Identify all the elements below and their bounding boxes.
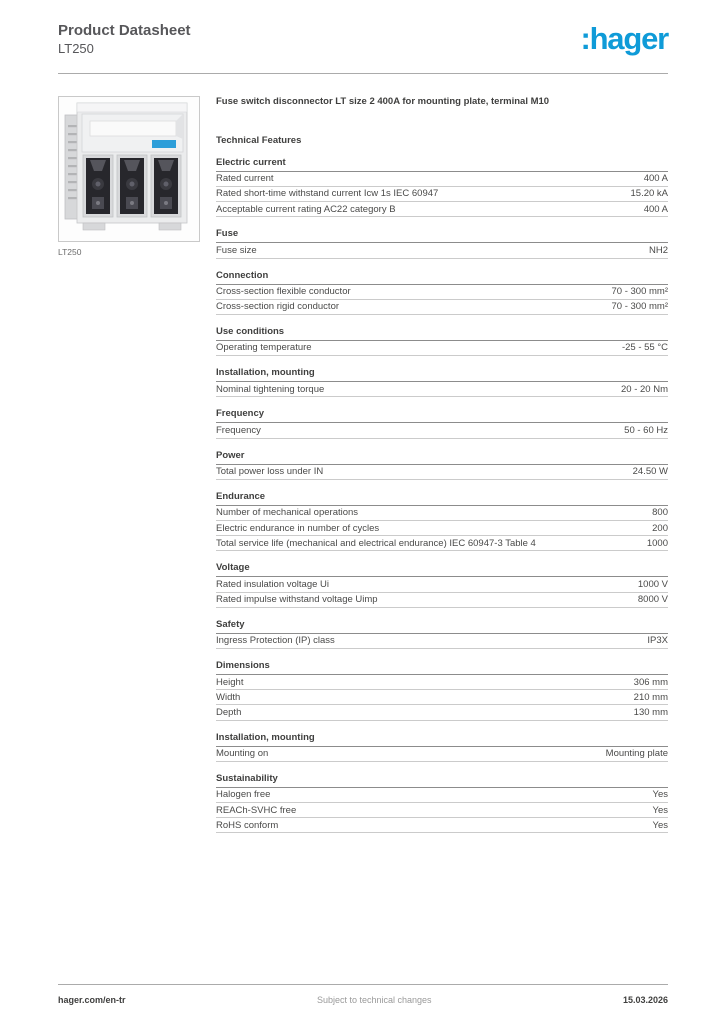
spec-sections <box>216 157 668 834</box>
spec-value: 210 mm <box>633 691 668 703</box>
section-rows <box>216 341 668 356</box>
spec-section <box>216 773 668 834</box>
spec-value: 70 - 300 mm² <box>611 286 668 298</box>
spec-label: Rated current <box>216 173 274 185</box>
hager-logo: :hager <box>580 21 668 56</box>
section-rows <box>216 423 668 438</box>
section-rows <box>216 577 668 607</box>
spec-row <box>216 172 668 187</box>
spec-label: Width <box>216 691 241 703</box>
page-footer <box>58 984 668 1005</box>
spec-section <box>216 732 668 762</box>
spec-row <box>216 465 668 480</box>
section-heading: Sustainability <box>216 773 668 788</box>
spec-value: 70 - 300 mm² <box>611 301 668 313</box>
product-description: Fuse switch disconnector LT size 2 400A for mounting plate, terminal M10 <box>216 95 550 107</box>
section-rows <box>216 675 668 721</box>
main-content <box>58 96 668 834</box>
spec-row <box>216 506 668 521</box>
blue-label <box>152 140 176 148</box>
spec-value: 24.50 W <box>632 466 668 478</box>
spec-label: Rated impulse withstand voltage Uimp <box>216 594 378 606</box>
section-heading: Use conditions <box>216 326 668 341</box>
section-heading: Power <box>216 450 668 465</box>
spec-value: 15.20 kA <box>630 188 668 200</box>
spec-row <box>216 341 668 356</box>
spec-label: Fuse size <box>216 244 257 256</box>
spec-row <box>216 690 668 705</box>
spec-row <box>216 577 668 592</box>
spec-row <box>216 536 668 551</box>
spec-label: Height <box>216 676 244 688</box>
page-subtitle: LT250 <box>58 41 94 56</box>
specs-column <box>216 96 668 834</box>
spec-label: REACh-SVHC free <box>216 804 297 816</box>
section-heading: Electric current <box>216 157 668 172</box>
spec-section <box>216 619 668 649</box>
spec-label: Rated short-time withstand current Icw 1s IEC 60947 <box>216 188 439 200</box>
spec-row <box>216 705 668 720</box>
spec-row <box>216 423 668 438</box>
spec-value: 400 A <box>643 173 668 185</box>
spec-label: Ingress Protection (IP) class <box>216 635 335 647</box>
device-feet <box>83 223 181 230</box>
spec-value: Yes <box>652 804 668 816</box>
spec-row <box>216 300 668 315</box>
spec-section <box>216 228 668 258</box>
footer-website: hager.com/en-tr <box>58 995 126 1005</box>
spec-value: 50 - 60 Hz <box>624 424 668 436</box>
spec-label: Electric endurance in number of cycles <box>216 522 380 534</box>
spec-value: 1000 <box>646 537 668 549</box>
spec-value: 8000 V <box>637 594 668 606</box>
footer-note: Subject to technical changes <box>316 995 432 1005</box>
section-rows <box>216 172 668 218</box>
spec-value: 20 - 20 Nm <box>621 383 668 395</box>
spec-label: Number of mechanical operations <box>216 507 359 519</box>
spec-section <box>216 562 668 607</box>
spec-row <box>216 243 668 258</box>
section-rows <box>216 747 668 762</box>
spec-value: 800 <box>652 507 668 519</box>
spec-value: IP3X <box>647 635 668 647</box>
product-image <box>58 96 200 242</box>
section-rows <box>216 506 668 552</box>
spec-section <box>216 157 668 218</box>
header-titles <box>58 22 191 58</box>
spec-label: Cross-section flexible conductor <box>216 286 351 298</box>
spec-section <box>216 408 668 438</box>
spec-section <box>216 270 668 315</box>
fuse-window <box>117 155 147 217</box>
section-rows <box>216 243 668 258</box>
spec-value: 130 mm <box>633 706 668 718</box>
spec-label: Depth <box>216 706 242 718</box>
spec-row <box>216 382 668 397</box>
footer-date: 15.03.2026 <box>622 995 668 1005</box>
section-rows <box>216 788 668 834</box>
spec-label: Total power loss under IN <box>216 466 324 478</box>
spec-row <box>216 803 668 818</box>
section-heading: Voltage <box>216 562 668 577</box>
section-heading: Installation, mounting <box>216 367 668 382</box>
fuse-window <box>83 155 113 217</box>
spec-value: Yes <box>652 789 668 801</box>
section-rows <box>216 465 668 480</box>
spec-label: Total service life (mechanical and electrical endurance) IEC 60947-3 Table 4 <box>216 537 536 549</box>
spec-row <box>216 521 668 536</box>
header-divider <box>58 73 668 74</box>
spec-label: Acceptable current rating AC22 category B <box>216 203 396 215</box>
section-heading: Frequency <box>216 408 668 423</box>
spec-label: Halogen free <box>216 789 271 801</box>
spec-label: Mounting on <box>216 748 269 760</box>
spec-label: RoHS conform <box>216 819 279 831</box>
spec-value: 200 <box>652 522 668 534</box>
product-photo-svg <box>59 97 199 241</box>
spec-value: 1000 V <box>637 578 668 590</box>
spec-value: Mounting plate <box>605 748 668 760</box>
spec-row <box>216 593 668 608</box>
spec-label: Operating temperature <box>216 342 312 354</box>
section-heading: Fuse <box>216 228 668 243</box>
spec-value: 400 A <box>643 203 668 215</box>
page-title: Product Datasheet <box>58 22 191 39</box>
product-column <box>58 96 200 834</box>
section-rows <box>216 382 668 397</box>
section-rows <box>216 634 668 649</box>
spec-label: Frequency <box>216 424 261 436</box>
section-heading: Dimensions <box>216 660 668 675</box>
spec-value: -25 - 55 °C <box>621 342 668 354</box>
spec-label: Cross-section rigid conductor <box>216 301 340 313</box>
fuse-window <box>151 155 181 217</box>
spec-section <box>216 450 668 480</box>
spec-row <box>216 788 668 803</box>
section-heading: Installation, mounting <box>216 732 668 747</box>
spec-section <box>216 660 668 721</box>
spec-value: NH2 <box>648 244 668 256</box>
spec-value: 306 mm <box>633 676 668 688</box>
spec-label: Nominal tightening torque <box>216 383 325 395</box>
spec-section <box>216 326 668 356</box>
spec-row <box>216 675 668 690</box>
technical-features-heading: Technical Features <box>216 134 302 146</box>
section-heading: Connection <box>216 270 668 285</box>
product-image-caption: LT250 <box>58 246 82 257</box>
fuse-windows <box>83 155 181 217</box>
section-heading: Endurance <box>216 491 668 506</box>
spec-row <box>216 285 668 300</box>
spec-row <box>216 187 668 202</box>
spec-row <box>216 747 668 762</box>
spec-label: Rated insulation voltage Ui <box>216 578 330 590</box>
spec-value: Yes <box>652 819 668 831</box>
section-rows <box>216 285 668 315</box>
spec-row <box>216 202 668 217</box>
section-heading: Safety <box>216 619 668 634</box>
spec-section <box>216 491 668 552</box>
spec-row <box>216 634 668 649</box>
spec-section <box>216 367 668 397</box>
spec-row <box>216 818 668 833</box>
page-header <box>58 22 668 58</box>
